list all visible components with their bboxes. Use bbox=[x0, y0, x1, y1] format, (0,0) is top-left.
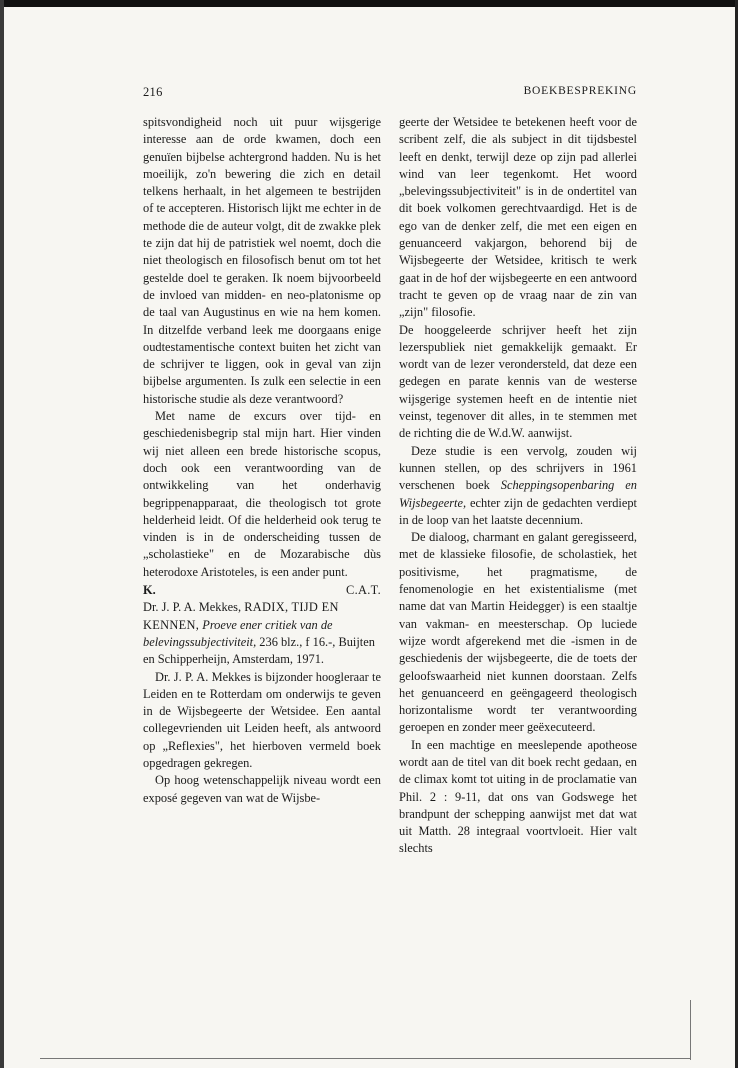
paragraph: geerte der Wetsidee te betekenen heeft voor de scribent zelf, die als subject in dit tijdsbestel leeft en denkt, terwijl deze op zijn pad allerlei wind van leer tegenkomt. Het woord „belevingssubjectiviteit" is in de ondertitel van dit boek volkomen gerechtvaardigd. Het is de ego van de denker zelf, die met een eigen en genuanceerd vakjargon, behorend bij de Wijsbegeerte der Wetsidee, kritisch te werk gaat in de hof der wijsbegeerte en een antwoord tracht te geven op de vraag naar de zin van „zijn" filosofie. bbox=[399, 115, 637, 320]
reviewer-initials: C.A.T. bbox=[346, 583, 381, 598]
book-details: 236 blz., f 16.-, Buijten en Schipperheijn, Amsterdam, 1971. bbox=[143, 634, 375, 667]
signature-initial: K. bbox=[143, 583, 156, 598]
cited-book-title: Scheppingsopenbaring en Wijsbegeerte, bbox=[399, 478, 637, 510]
paragraph: Dr. J. P. A. Mekkes is bijzonder hoogleraar te Leiden en te Rotterdam om onderwijs te geven in de Wijsbegeerte der Wetsidee. Een aantal collegevrienden uit Leiden heeft, als antwoord op „Reflexies", het hierboven vermeld boek opgedragen gekregen. bbox=[143, 669, 381, 770]
paragraph: In een machtige en meeslepende apotheose wordt aan de titel van dit boek recht gedaan, en de climax komt tot uiting in de proclamatie van Phil. 2 : 9-11, dat ons van Godswege het brandpunt der schepping aanwijst met dat wat uit Matth. 28 integraal voortvloeit. Hier valt slechts bbox=[399, 737, 637, 856]
section-title: BOEKBESPREKING bbox=[523, 85, 637, 97]
book-subtitle: Proeve ener critiek van de belevingssubjectiviteit, bbox=[143, 617, 333, 649]
paragraph-text: Deze studie is een vervolg, zouden wij kunnen stellen, op des schrijvers in 1961 verschenen boek bbox=[399, 443, 637, 493]
scan-edge-left bbox=[0, 0, 4, 1068]
book-title: RADIX, TIJD EN KENNEN, bbox=[143, 600, 339, 632]
book-reference bbox=[143, 599, 381, 668]
paragraph-text: echter zijn de gedachten verdiept in de loop van het laatste decennium. bbox=[399, 495, 637, 527]
paragraph: De dialoog, charmant en galant geregisseerd, met de klassieke filosofie, de scholastiek, het positivisme, het pragmatisme, de fenomenologie en het existentialisme (met name dat van Martin Heidegger) is een staaltje van vakman- en meesterschap. Op luciede wijze wordt afgerekend met die -ismen in de geschiedenis der wijsbegeerte, die de toets der geloofswaarheid niet kunnen doorstaan. Zelfs het genuanceerd en geëngageerd theologisch horizontalisme wordt ter verantwoording geroepen en zonder meer geëxecuteerd. bbox=[399, 530, 637, 735]
paragraph bbox=[399, 443, 637, 529]
review-signature bbox=[143, 582, 381, 599]
paragraph: Met name de excurs over tijd- en geschiedenisbegrip stal mijn hart. Hier vinden wij niet alleen een brede historische scopus, doch ook een verantwoording van de ontwikkeling van het onderhavig begrippenapparaat, die theologisch tot grote helderheid leidt. Of die helderheid ook terug te vinden is in de onderscheiding tussen de „scholastieke" en de Mozarabische dùs heterodoxe Aristoteles, is een ander punt. bbox=[143, 409, 381, 579]
page-number: 216 bbox=[143, 85, 163, 99]
scan-edge-bottom bbox=[40, 1058, 690, 1059]
left-column bbox=[143, 114, 381, 1014]
book-author: Dr. J. P. A. Mekkes, bbox=[143, 600, 245, 615]
scan-edge-top bbox=[0, 0, 738, 7]
scan-edge-corner bbox=[690, 1000, 691, 1060]
paragraph: spitsvondigheid noch uit puur wijsgerige interesse aan de orde kwamen, doch een genuïen bijbelse achtergrond hadden. Nu is het moeilijk, zo'n bewering die zich en detail telkens herhaalt, in het algemeen te bestrijden of te accepteren. Historisch lijkt me echter in de methode die de auteur volgt, dit de zwakke plek te zijn dat hij de patristiek wel noemt, doch die niet theologisch en filosofisch benut om tot het gestelde doel te geraken. Ik noem bijvoorbeeld de invloed van midden- en neo-platonisme op de taal van Augustinus en wie na hem komen. In ditzelfde verband leek me doorgaans enige oudtestamentische context buiten het zicht van de schrijver te liggen, ook in geval van zijn bijbelse argumenten. Is zulk een selectie in een historische studie als deze verantwoord? bbox=[143, 115, 381, 406]
right-column bbox=[399, 114, 637, 1014]
paragraph: De hooggeleerde schrijver heeft het zijn lezerspubliek niet gemakkelijk gemaakt. Er wordt van de lezer verondersteld, dat deze een gedegen en parate kennis van de westerse wijsgerige systemen heeft en de intentie niet veinst, tegenover dit alles, in te stemmen met de richting die de W.d.W. aanwijst. bbox=[399, 322, 637, 441]
paragraph: Op hoog wetenschappelijk niveau wordt een exposé gegeven van wat de Wijsbe- bbox=[143, 773, 381, 805]
running-header bbox=[143, 85, 637, 101]
